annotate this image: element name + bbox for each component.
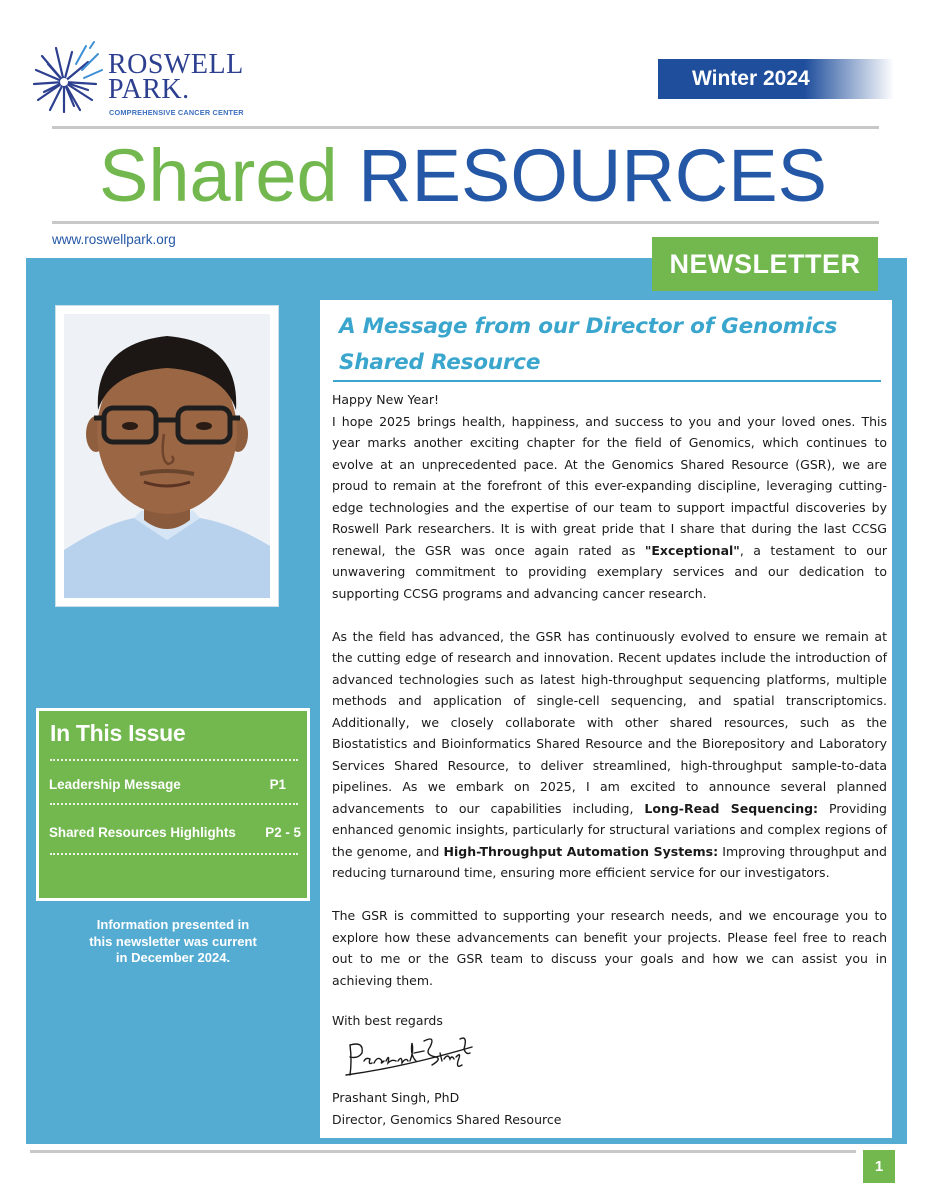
paragraph-3: The GSR is committed to supporting your research needs, and we encourage you to explore how these advancements can benefit your projects. Please feel free to reach out to me or the GSR team to discuss your goals and how we can assist you in achieving them. [332, 908, 887, 988]
toc-item-label: Shared Resources Highlights [49, 825, 236, 840]
signer-block [332, 1087, 561, 1130]
newsletter-title [0, 134, 926, 218]
toc-item[interactable] [49, 825, 301, 840]
website-link[interactable]: www.roswellpark.org [52, 232, 176, 247]
signer-title: Director, Genomics Shared Resource [332, 1111, 562, 1127]
page-number: 1 [863, 1150, 895, 1183]
toc-item-page: P1 [269, 777, 286, 792]
starburst-logo-icon [30, 40, 104, 114]
toc-item[interactable] [49, 777, 301, 792]
in-this-issue-title: In This Issue [50, 720, 186, 746]
title-underline [333, 380, 881, 382]
footer-rule [30, 1150, 856, 1153]
header-rule-bottom [52, 221, 879, 224]
paragraph-2: As the field has advanced, the GSR has continuously evolved to ensure we remain at the cutting edge of research and innovation. Recent updates include the introduction of advanced technologies such as latest high-throughput sequencing platforms, multiple methods and application of single-cell sequencing, and spatial transcriptomics. Additionally, we closely collaborate with other shared resources, such as the Biostatistics and Bioinformatics Shared Resource and the Biorepository and Laboratory Services Shared Resource, to deliver streamlined, high-throughput sample-to-data pipelines. As we embark on 2025, I am excited to announce several planned advancements to our capabilities including, Long-Read Sequencing: Providing enhanced genomic insights, particularly for structural variations and complex regions of the genome, and High-Throughput Automation Systems: Improving throughput and reducing turnaround time, ensuring more efficient service for our investigators. [332, 628, 887, 880]
message-title: A Message from our Director of Genomics Shared Resource [339, 314, 838, 375]
in-this-issue-box [36, 708, 310, 901]
message-body [332, 389, 887, 991]
signer-name: Prashant Singh, PhD [332, 1090, 460, 1105]
signoff: With best regards [332, 1013, 443, 1028]
title-shared: Shared [99, 134, 338, 217]
portrait-illustration [64, 314, 270, 598]
toc-item-label: Leadership Message [49, 777, 181, 792]
director-message-card [317, 297, 895, 1141]
toc-item-page: P2 - 5 [265, 825, 301, 840]
logo-subtitle: COMPREHENSIVE CANCER CENTER [109, 108, 244, 117]
dotted-divider [50, 759, 298, 761]
logo-name: ROSWELL PARK. [108, 49, 244, 105]
title-resources: RESOURCES [358, 134, 827, 217]
newsletter-badge: NEWSLETTER [652, 237, 878, 291]
header-rule-top [52, 126, 879, 129]
director-photo-frame [55, 305, 279, 607]
paragraph-1: I hope 2025 brings health, happiness, and success to you and your loved ones. This year marks another exciting chapter for the field of Genomics, which continues to evolve at an unprecedented pace. At the Genomics Shared Resource (GSR), we are proud to remain at the forefront of this ever-expanding discipline, leveraging cutting-edge technologies and the expertise of our team to support impactful discoveries by Roswell Park researchers. It is with great pride that I share that during the last CCSG renewal, the GSR was once again rated as "Exceptional", a testament to our unwavering commitment to providing exemplary services and our dedication to supporting CCSG programs and advancing cancer research. [332, 413, 887, 601]
director-photo [64, 314, 270, 598]
greeting: Happy New Year! [332, 392, 440, 407]
roswell-park-logo [30, 34, 244, 120]
season-banner: Winter 2024 [658, 59, 894, 99]
currency-note: Information presented in this newsletter was current in December 2024. [89, 917, 257, 965]
dotted-divider [50, 853, 298, 855]
handwritten-signature [344, 1031, 474, 1081]
dotted-divider [50, 803, 298, 805]
